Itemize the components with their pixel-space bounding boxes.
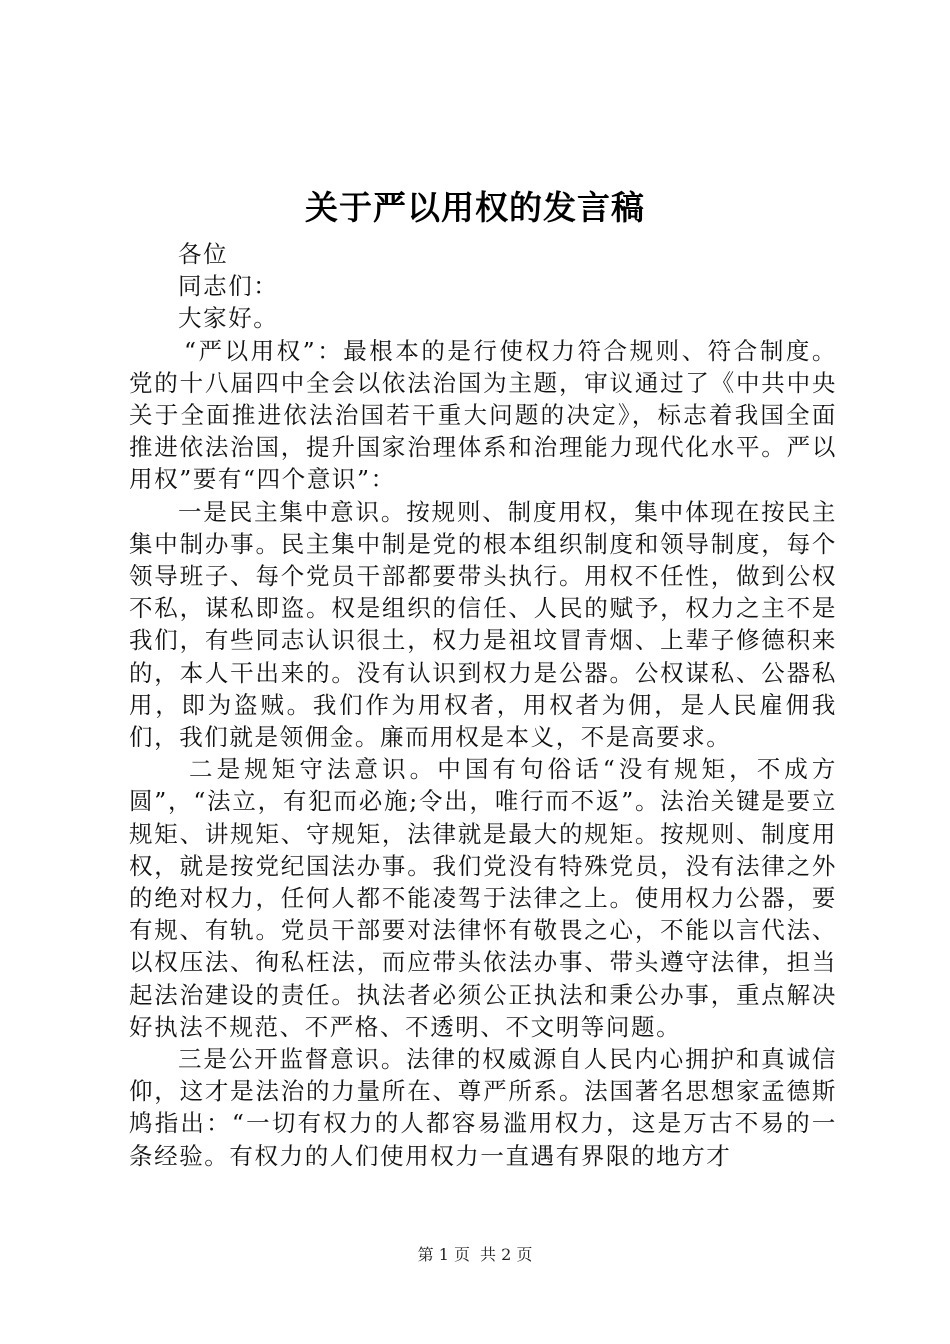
salutation-line: 各位 [178, 240, 229, 268]
salutation-line: 同志们： [178, 272, 279, 301]
body-paragraph: 一是民主集中意识。按规则、制度用权，集中体现在按民主集中制办事。民主集中制是党的根本组织制度和领导制度，每个领导班子、每个党员干部都要带头执行。用权不任性，做到公权不私，谋私即盗。权是组织的信任、人民的赋予，权力之主不是我们，有些同志认识很土，权力是祖坟冒青烟、上辈子修德积来的，本人干出来的。没有认识到权力是公器。公权谋私、公器私用，即为盗贼。我们作为用权者，用权者为佣，是人民雇佣我们，我们就是领佣金。廉而用权是本义，不是高要求。 [129, 497, 837, 752]
document-body [129, 238, 837, 1172]
salutation-line: 大家好。 [178, 304, 279, 333]
body-paragraph: 二是规矩守法意识。中国有句俗话“没有规矩，不成方圆”，“法立，有犯而必施;令出，唯行而不返”。法治关键是要立规矩、讲规矩、守规矩，法律就是最大的规矩。按规则、制度用权，就是按党纪国法办事。我们党没有特殊党员，没有法律之外的绝对权力，任何人都不能凌驾于法律之上。使用权力公器，要有规、有轨。党员干部要对法律怀有敬畏之心，不能以言代法、以权压法、徇私枉法，而应带头依法办事、带头遵守法律，担当起法治建设的责任。执法者必须公正执法和秉公办事，重点解决好执法不规范、不严格、不透明、不文明等问题。 [129, 755, 837, 1041]
body-paragraph: “严以用权”：最根本的是行使权力符合规则、符合制度。党的十八届四中全会以依法治国为主题，审议通过了《中共中央关于全面推进依法治国若干重大问题的决定》，标志着我国全面推进依法治国，提升国家治理体系和治理能力现代化水平。严以用权”要有“四个意识”： [129, 336, 837, 494]
document-title: 关于严以用权的发言稿 [305, 188, 645, 227]
page-total: 共 2 页 [480, 1245, 533, 1264]
page-number: 第 1 页 [417, 1245, 470, 1264]
body-paragraph: 三是公开监督意识。法律的权威源自人民内心拥护和真诚信仰，这才是法治的力量所在、尊严所系。法国著名思想家孟德斯鸠指出：“一切有权力的人都容易滥用权力，这是万古不易的一条经验。有权力的人们使用权力一直遇有界限的地方才 [129, 1045, 837, 1170]
page-footer [0, 1243, 950, 1267]
